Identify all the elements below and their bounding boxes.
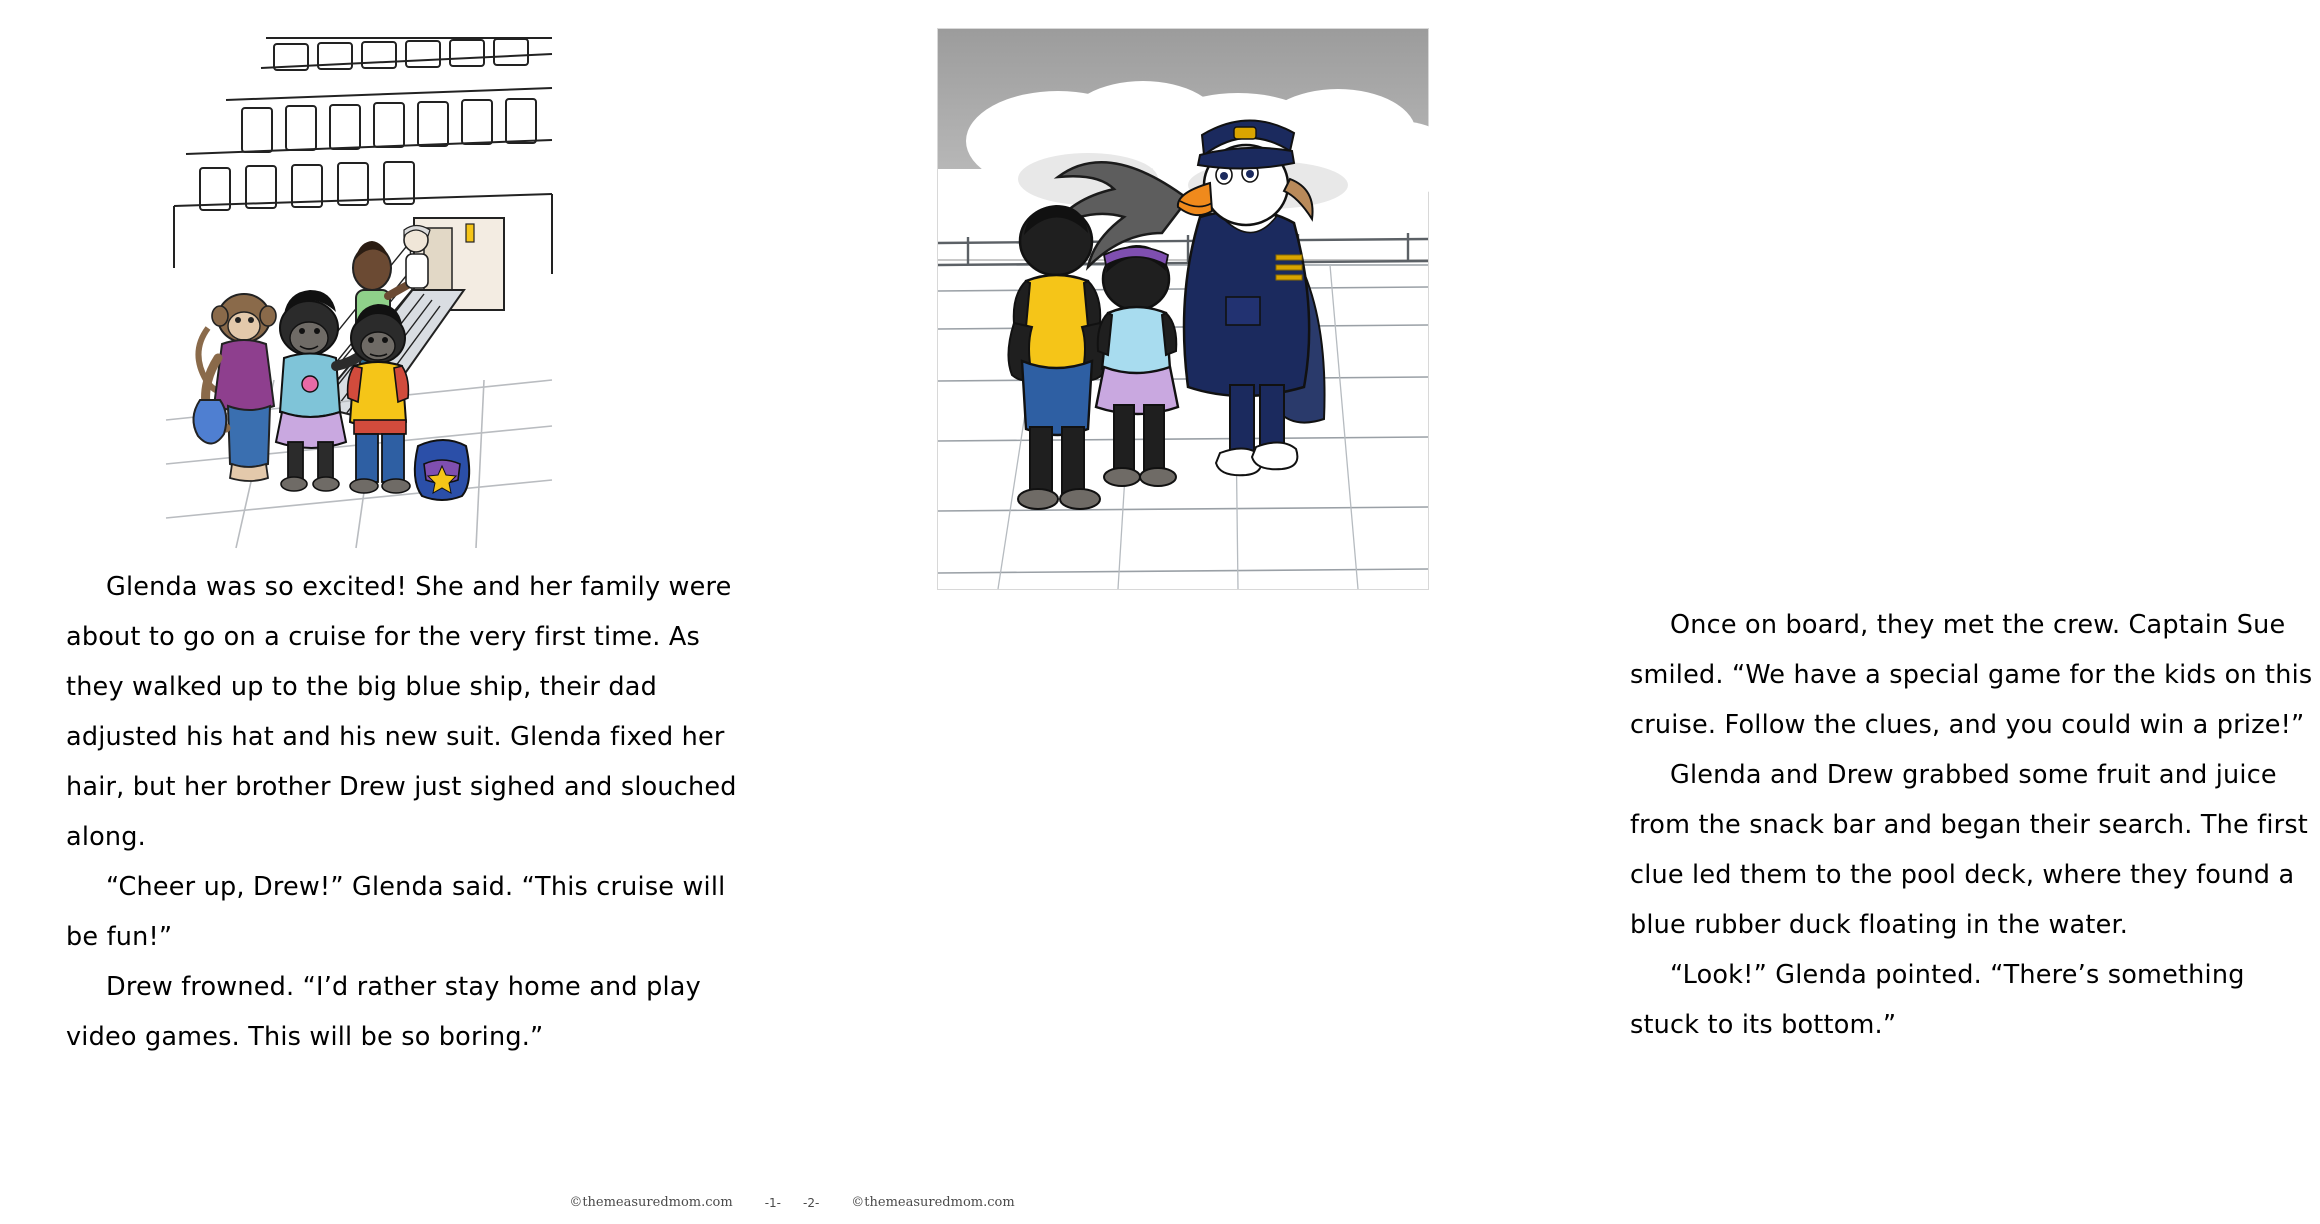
- paragraph: Drew frowned. “I’d rather stay home and play video games. This will be so boring.”: [66, 972, 701, 1052]
- left-page-credit: ©themeasuredmom.com: [569, 1195, 733, 1210]
- illustration-captain-sue-greeting-kids-on-deck: [937, 28, 1429, 590]
- paragraph: Once on board, they met the crew. Captain Sue smiled. “We have a special game for the kids on this cruise. Follow the clues, and you could win a prize!”: [1630, 610, 2313, 740]
- paragraph: “Look!” Glenda pointed. “There’s something stuck to its bottom.”: [1630, 960, 2245, 1040]
- left-page-story-text: [66, 562, 738, 1062]
- left-page: [0, 0, 792, 1224]
- spread-footer: [0, 1195, 1584, 1210]
- paragraph: Glenda was so excited! She and her family were about to go on a cruise for the very first time. As they walked up to the big blue ship, their dad adjusted his hat and his new suit. Glenda fixed her hair, but her brother Drew just sighed and slouched along.: [66, 572, 737, 852]
- right-page-number: -2-: [803, 1195, 820, 1210]
- right-page-credit: ©themeasuredmom.com: [851, 1195, 1015, 1210]
- right-page-story-text: [1630, 600, 2320, 1050]
- right-page: [792, 0, 2313, 1224]
- left-page-number: -1-: [764, 1195, 781, 1210]
- paragraph: Glenda and Drew grabbed some fruit and juice from the snack bar and began their search. The first clue led them to the pool deck, where they found a blue rubber duck floating in the water.: [1630, 760, 2309, 940]
- illustration-gorilla-family-boarding-cruise-ship: [166, 28, 552, 548]
- paragraph: “Cheer up, Drew!” Glenda said. “This cruise will be fun!”: [66, 872, 726, 952]
